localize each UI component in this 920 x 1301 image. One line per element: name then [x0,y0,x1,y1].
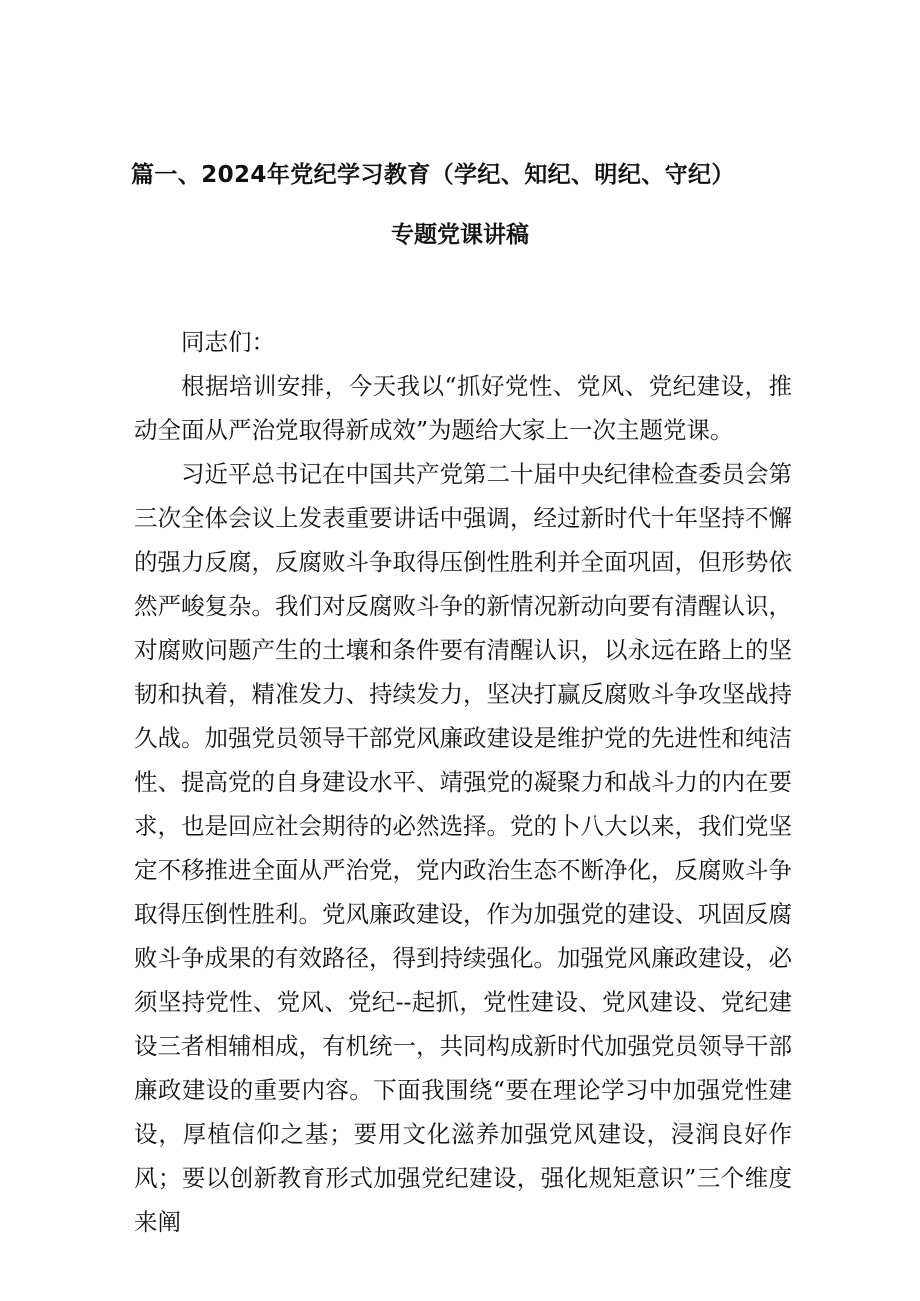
paragraph: 根据培训安排，今天我以“抓好党性、党风、党纪建设，推动全面从严治党取得新成效”为题给大家上一次主题党课。 [134,372,792,444]
document-title: 篇一、2024年党纪学习教育（学纪、知纪、明纪、守纪） [131,162,735,188]
salutation: 同志们： [181,328,275,356]
document-subtitle: 专题党课讲稿 [391,222,529,248]
document-body [134,320,792,1244]
paragraph: 习近平总书记在中国共产党第二十届中央纪律检查委员会第三次全体会议上发表重要讲话中强调，经过新时代十年坚持不懈的强力反腐，反腐败斗争取得压倒性胜利并全面巩固，但形势依然严峻复杂。我们对反腐败斗争的新情况新动向要有清醒认识，对腐败问题产生的土壤和条件要有清醒认识，以永远在路上的坚韧和执着，精准发力、持续发力，坚决打赢反腐败斗争攻坚战持久战。加强党员领导干部党风廉政建设是维护党的先进性和纯洁性、提高党的自身建设水平、靖强党的凝聚力和战斗力的内在要求，也是回应社会期待的必然选择。党的卜八大以来，我们党坚定不移推进全面从严治党，党内政治生态不断净化，反腐败斗争取得压倒性胜利。党风廉政建设，作为加强党的建设、巩固反腐败斗争成果的有效路径，得到持续强化。加强党风廉政建设，必须坚持党性、党风、党纪--起抓，党性建设、党风建设、党纪建设三者相辅相成，有机统一，共同构成新时代加强党员领导干部廉政建设的重要内容。下面我围绕“要在理论学习中加强党性建设，厚植信仰之基；要用文化滋养加强党风建设，浸润良好作风；要以创新教育形式加强党纪建设，强化规矩意识”三个维度来阐 [134,460,792,1236]
